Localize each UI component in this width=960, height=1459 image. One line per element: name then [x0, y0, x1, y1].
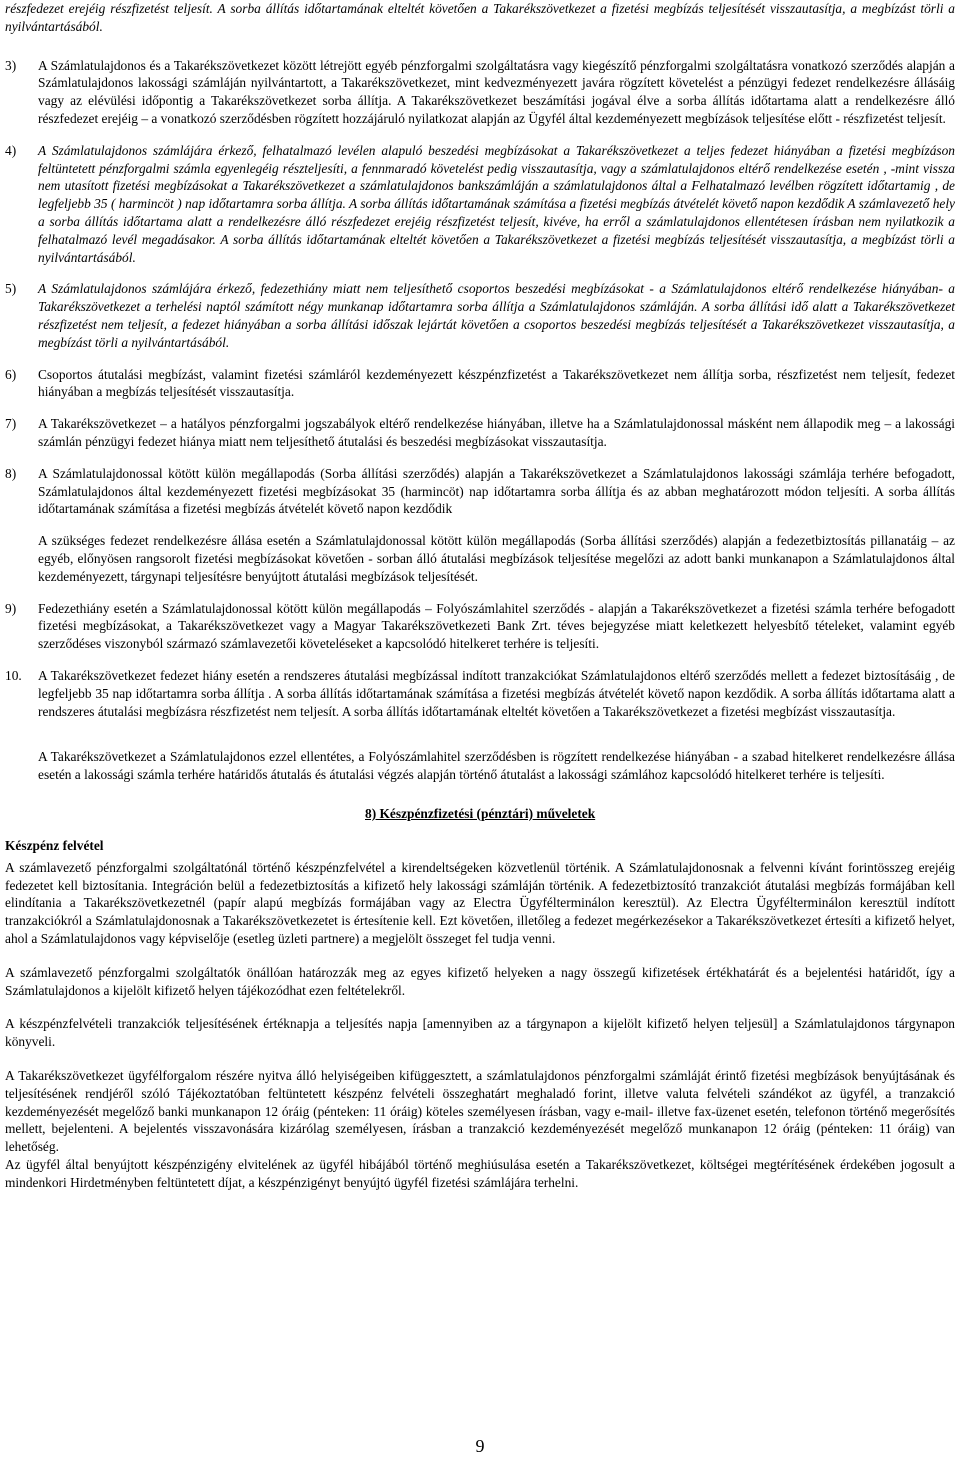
list-item-9: [5, 600, 955, 653]
list-item-10: [5, 667, 955, 720]
list-item-number: 9): [5, 600, 17, 616]
list-item-3: [5, 57, 955, 128]
numbered-list-a: [5, 57, 955, 519]
list-item-5: [5, 280, 955, 351]
list-item-text: A Számlatulajdonos és a Takarékszövetkezet között létrejött egyéb pénzforgalmi szolgáltatásra vagy kiegészítő pénzforgalmi szolgáltatásra vonatkozó szerződés alapján a Számlatulajdonos lakossági számláján nyilvántartott, a Takarékszövetkezet, mint kedvezményezett javára rögzített követelést a pénzügyi fedezet rendelkezésre állásáig vagy az elévülési időpontig a Takarékszövetkezet sorba állítja. A Takarékszövetkezet beszámítási jogával élve a sorba állítás időtartama alatt a rendelkezésre álló részfedezet erejéig – a vonatkozó szerződésben rögzített hozzájáruló nyilatkozat alapján az Ügyfél által kezdeményezett megbízások teljesítése előtt - részfizetést teljesít.: [38, 57, 955, 126]
page-number: 9: [475, 1436, 485, 1456]
list-item-6: [5, 366, 955, 402]
body-paragraph: Az ügyfél által benyújtott készpénzigény elvitelének az ügyfél hibájából történő meghiúsulása esetén a Takarékszövetkezet, költségei megtérítésének érdekében jogosult a mindenkori Hirdetményben feltüntetett díjat, a készpénzigényt benyújtó ügyfél fizetési számlájára terhelni.: [5, 1157, 955, 1190]
list-item-number: 4): [5, 142, 17, 158]
list-item-number: 7): [5, 416, 17, 432]
list-item-number: 6): [5, 366, 17, 382]
body-paragraph: A számlavezető pénzforgalmi szolgáltatónál történő készpénzfelvétel a kirendeltségeken közvetlenül történik. A Számlatulajdonosnak a felvenni kívánt forintösszeg erejéig fedezetet kell biztosítania. Integráción belül a fedezetbiztosítás a kifizető hely lakossági számláján történik. A fedezetbiztosító tranzakciót átutalási megbízás formájában kell elindítania a Takarékszövetkezetnél (papír alapú megbízás formájában vagy az Electra Ügyfélterminálon keresztül). Az Electra Ügyfélterminálon keresztül indított tranzakciókról a Számlatulajdonosnak a Takarékszövetkezetet is értesítenie kell. Ezt követően, illetőleg a fedezet megérkezésekor a Takarékszövetkezet értesíti a kifizető helyet, ahol a Számlatulajdonos vagy képviselője (esetleg üzleti partnere) a megjelölt összeget fel tudja venni.: [5, 859, 955, 947]
body-paragraph: A Takarékszövetkezet ügyfélforgalom részére nyitva álló helyiségeiben kifüggesztett, a számlatulajdonos pénzforgalmi számláját érintő fizetési megbízások benyújtásának és teljesítésének rendjéről szóló Tájékoztatóban feltüntetett készpénz felvételi összeghatárt meghaladó forint, illetve valuta felvételi szándékot az ügyfél, a tranzakció kezdeményezését megelőző banki munkanapon 12 óráig (pénteken: 11 óráig) köteles személyesen írásban, vagy e-mail- illetve fax-üzenet esetén, telefonon történő megerősítés mellett, bejelenteni. A bejelentés visszavonására kizárólag személyesen, írásban a tranzakció kezdeményezését megelőző munkanapon 12 óráig (pénteken: 11 óráig) van lehetőség.: [5, 1068, 955, 1155]
list-item-8: [5, 465, 955, 518]
body-paragraph: A számlavezető pénzforgalmi szolgáltatók önállóan határozzák meg az egyes kifizető helyeken a nagy összegű kifizetések értékhatárát és a bejelentési határidőt, így a Számlatulajdonos a kijelölt kifizető helyen tájékozódhat ezen feltételekről.: [5, 964, 955, 998]
sub-heading: Készpénz felvétel: [5, 837, 104, 853]
section-heading-block: [5, 799, 955, 859]
list-item-7: [5, 415, 955, 451]
document-page: [5, 0, 955, 1192]
list-item-text: A Számlatulajdonossal kötött külön megállapodás (Sorba állítási szerződés) alapján a Takarékszövetkezet a Számlatulajdonos lakossági számlája terhére befogadott, Számlatulajdonos által kezdeményezett fizetési megbízásokat 35 (harmincöt) nap időtartamra sorba állítja és az abban meghatározott módon teljesíti. A sorba állítás időtartamának számítása a fizetési megbízás átvételét követő napon kezdődik: [38, 465, 955, 517]
list-item-text: A Számlatulajdonos számlájára érkező, felhatalmazó levélen alapuló beszedési megbízásokat a Takarékszövetkezet a teljes fedezet hiányában a fizetési megbízáson feltüntetett pénzforgalmi számla egyenlegéig részteljesíti, a fennmaradó követelést pedig visszautasítja, vagy a számlatulajdonos eltérő rendelkezése esetén , -mint vissza nem utasított fizetési megbízásokat a Takarékszövetkezet a számlatulajdonos bankszámláján a számlatulajdonos által a Felhatalmazó levélben rögzített időtartamig , de legfeljebb 35 ( harmincöt ) nap időtartamra sorba állítja. A sorba állítás időtartamának számítása a fizetési megbízás átvételét követő napon kezdődik A számlavezető hely a sorba állítás időtartama alatt a rendelkezésre álló részfedezet erejéig részfizetést teljesít, kivéve, ha erről a számlatulajdonos ellentétesen írásban nem nyilatkozik a felhatalmazó levél megadásakor. A sorba állítás időtartamának elteltét követően a Takarékszövetkezet a fizetési megbízás teljesítését visszautasítja, a megbízást törli a nyilvántartásából.: [38, 142, 955, 265]
list-item-text: Csoportos átutalási megbízást, valamint fizetési számláról kezdeményezett készpénzfizetést a Takarékszövetkezet nem állítja sorba, részfizetést nem teljesít, fedezet hiányában a megbízás teljesítését visszautasítja.: [38, 366, 955, 400]
list-item-text: Fedezethiány esetén a Számlatulajdonossal kötött külön megállapodás – Folyószámlahitel szerződés - alapján a Takarékszövetkezet a fizetési számla terhére befogadott fizetési megbízásokat, a Takarékszövetkezet vagy a Magyar Takarékszövetkezeti Bank Zrt. téves bejegyzése miatt keletkezett helyesbítő tételeket, valamint egyéb szerződéses viszonyból származó számlavezetői követeléseket a kapcsolódó hitelkeret terhére is teljesíti.: [38, 600, 955, 652]
list-item-4: [5, 142, 955, 267]
list-item-number: 10.: [5, 667, 22, 683]
list-item-text: A Takarékszövetkezet – a hatályos pénzforgalmi jogszabályok eltérő rendelkezése hiányában, illetve ha a Számlatulajdonossal másként nem állapodik meg – a lakossági számlán pénzügyi fedezet hiánya miatt nem teljesíthető átutalási és beszedési megbízásokat visszautasítja.: [38, 416, 955, 449]
list-item-number: 5): [5, 281, 17, 297]
list-item-text: A Számlatulajdonos számlájára érkező, fedezethiány miatt nem teljesíthető csoportos beszedési megbízásokat - a Számlatulajdonos eltérő rendelkezése hiányában- a Takarékszövetkezet a terhelési naptól számított négy munkanap időtartamra sorba állítja a Számlatulajdonos számláján. A sorba állítási idő alatt a Takarékszövetkezet részfizetést nem teljesít, a fedezet hiányában a sorba állítási időszak lejártát követően a csoportos beszedési megbízás teljesítését a Takarékszövetkezet visszautasítja, a megbízást törli a nyilvántartásából.: [38, 281, 955, 350]
folyoszamlahitel-paragraph: A Takarékszövetkezet a Számlatulajdonos ezzel ellentétes, a Folyószámlahitel szerződésben is rögzített rendelkezése hiányában - a szabad hitelkeret rendelkezésre állása esetén a lakossági számla terhére határidős átutalás és átutalási végzés alapján történő átutalást a lakossági számlához kapcsolódó hitelkeret terhére is teljesíti.: [38, 749, 955, 783]
item-8-sub-paragraph: A szükséges fedezet rendelkezésre állása esetén a Számlatulajdonossal kötött külön megállapodás (Sorba állítási szerződés) alapján a fedezetbiztosítás pillanatáig – az egyéb, előnyösen rangsorolt fizetési megbízásokat követően - sorban álló átutalási megbízások teljesítése megelőzi az adott banki munkanapon a Számlatulajdonos által kezdeményezett, tárgynapi teljesítésre benyújtott átutalási megbízások teljesítését.: [38, 533, 955, 584]
numbered-list-b: [5, 600, 955, 721]
list-item-number: 8): [5, 465, 17, 481]
top-fragment-paragraph: részfedezet erejéig részfizetést teljesít. A sorba állítás időtartamának elteltét követően a Takarékszövetkezet a fizetési megbízás teljesítését visszautasítja, a megbízást törli a nyilvántartásából.: [5, 1, 955, 34]
list-item-number: 3): [5, 57, 17, 73]
body-paragraph: A készpénzfelvételi tranzakciók teljesítésének értéknapja a teljesítés napja [amennyiben az a tárgynapon a kijelölt kifizető helyen teljesül] a Számlatulajdonos tárgynapon könyveli.: [5, 1016, 955, 1050]
section-title: 8) Készpénzfizetési (pénztári) műveletek: [365, 805, 596, 821]
list-item-text: A Takarékszövetkezet fedezet hiány esetén a rendszeres átutalási megbízással indított tranzakciókat Számlatulajdonos eltérő szerződés mellett a fedezet biztosításáig , de legfeljebb 35 nap időtartamra sorba állítja . A sorba állítás időtartamának számítása a fizetési megbízás átvételét követő napon kezdődik. A sorba állítás időtartama alatt a rendszeres átutalási megbízásra részfizetést nem teljesít. A sorba állítás időtartamának elteltét követően a Takarékszövetkezet a fizetési megbízást visszautasítja.: [38, 667, 955, 719]
